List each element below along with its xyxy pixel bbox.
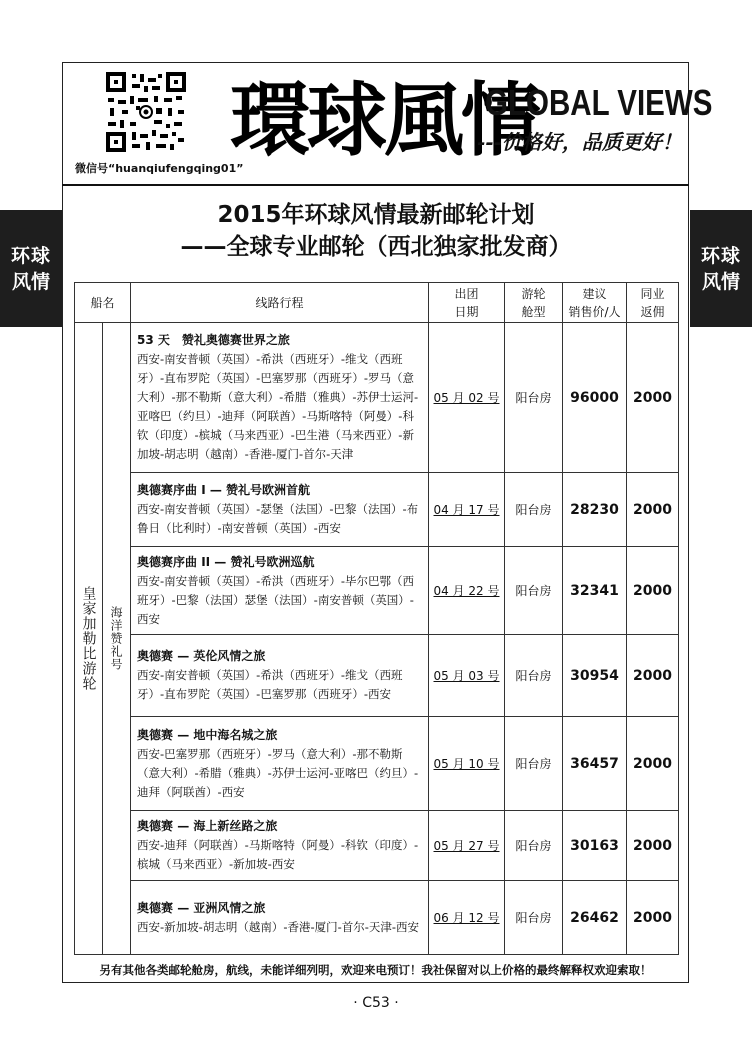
table-header-row (75, 283, 679, 323)
departure-date: 05 月 10 号 (429, 717, 505, 811)
route-cell (131, 547, 429, 635)
route-cell (131, 811, 429, 881)
agent-rebate: 2000 (627, 547, 679, 635)
suggested-price: 30163 (563, 811, 627, 881)
header-date (429, 283, 505, 323)
agent-rebate: 2000 (627, 473, 679, 547)
logo-text: 環球風情 (230, 73, 538, 167)
table-row (75, 811, 679, 881)
cabin-type: 阳台房 (505, 323, 563, 473)
departure-date: 05 月 02 号 (429, 323, 505, 473)
header-rebate (627, 283, 679, 323)
suggested-price: 28230 (563, 473, 627, 547)
agent-rebate: 2000 (627, 811, 679, 881)
route-title: 奥德赛 — 英伦风情之旅 (137, 649, 266, 663)
qr-code-icon (106, 72, 186, 152)
route-title: 奥德赛 — 亚洲风情之旅 (137, 900, 266, 915)
route-itinerary: 西安-南安普顿（英国）-瑟堡（法国）-巴黎（法国）-布鲁日（比利时）-南安普顿（英国）-西安 (137, 502, 419, 535)
brand-english: GLOBAL VIEWS (485, 82, 713, 123)
route-itinerary: 西安-南安普顿（英国）-希洪（西班牙）-维戈（西班牙）-直布罗陀（英国）-巴塞罗那（西班牙）-西安 (137, 668, 403, 701)
header-price-line1: 建议 (582, 286, 607, 301)
route-title: 53 天 赞礼奥德赛世界之旅 (137, 333, 290, 347)
agent-rebate: 2000 (627, 635, 679, 717)
header-rebate-line2: 返佣 (640, 304, 665, 319)
page-subtitle: ——全球专业邮轮（西北独家批发商） (180, 234, 572, 260)
table-row (75, 881, 679, 955)
header-route: 线路行程 (131, 283, 429, 323)
cabin-type: 阳台房 (505, 547, 563, 635)
cruise-line-name: 皇家加勒比游轮 (80, 586, 97, 691)
side-tab-left-line2: 风情 (11, 270, 50, 293)
agent-rebate: 2000 (627, 717, 679, 811)
cruise-table (74, 282, 679, 955)
header-cabin-line2: 舱型 (521, 304, 546, 319)
agent-rebate: 2000 (627, 323, 679, 473)
cruise-line-cell (75, 323, 103, 955)
route-itinerary: 西安-巴塞罗那（西班牙）-罗马（意大利）-那不勒斯（意大利）-希腊（雅典）-苏伊士运河-亚喀巴（约旦）-迪拜（阿联酋）-西安 (137, 746, 419, 799)
header-price-line2: 销售价/人 (568, 304, 621, 319)
suggested-price: 26462 (563, 881, 627, 955)
departure-date: 05 月 27 号 (429, 811, 505, 881)
route-title: 奥德赛 — 地中海名城之旅 (137, 727, 278, 742)
header-cabin-line1: 游轮 (521, 286, 546, 301)
departure-date: 04 月 17 号 (429, 473, 505, 547)
route-title: 奥德赛序曲 II — 赞礼号欧洲巡航 (137, 554, 315, 569)
suggested-price: 36457 (563, 717, 627, 811)
wechat-id: 微信号“huanqiufengqing01” (75, 162, 244, 175)
route-cell (131, 635, 429, 717)
side-tab-left-line1: 环球 (10, 244, 51, 267)
table-row (75, 473, 679, 547)
page-title: 2015年环球风情最新邮轮计划 (217, 202, 535, 228)
footer-note: 另有其他各类邮轮舱房，航线，未能详细列明，欢迎来电预订！我社保留对以上价格的最终解释权欢迎索取！ (99, 963, 652, 977)
route-cell (131, 881, 429, 955)
departure-date: 04 月 22 号 (429, 547, 505, 635)
header-price (563, 283, 627, 323)
suggested-price: 30954 (563, 635, 627, 717)
route-cell (131, 717, 429, 811)
cabin-type: 阳台房 (505, 717, 563, 811)
route-title: 奥德赛序曲 I — 赞礼号欧洲首航 (137, 483, 311, 497)
page-number: · C53 · (353, 995, 399, 1011)
cabin-type: 阳台房 (505, 881, 563, 955)
ship-name: 海洋赞礼号 (109, 606, 123, 671)
route-title: 奥德赛 — 海上新丝路之旅 (137, 819, 278, 833)
table-row (75, 547, 679, 635)
table-row (75, 323, 679, 473)
cabin-type: 阳台房 (505, 635, 563, 717)
header-date-line2: 日期 (454, 304, 479, 319)
table-row (75, 717, 679, 811)
table-row (75, 635, 679, 717)
route-cell (131, 473, 429, 547)
side-tab-right-line2: 风情 (701, 270, 740, 293)
header-ship: 船名 (75, 283, 131, 323)
header-cabin (505, 283, 563, 323)
cabin-type: 阳台房 (505, 811, 563, 881)
departure-date: 05 月 03 号 (429, 635, 505, 717)
route-itinerary: 西安-南安普顿（英国）-希洪（西班牙）-毕尔巴鄂（西班牙）-巴黎（法国）瑟堡（法国）-南安普顿（英国）-西安 (137, 573, 414, 626)
header-divider (62, 184, 689, 186)
route-cell (131, 323, 429, 473)
side-tab-right-line1: 环球 (700, 244, 741, 267)
ship-name-cell (103, 323, 131, 955)
route-itinerary: 西安-迪拜（阿联酋）-马斯喀特（阿曼）-科钦（印度）-槟城（马来西亚）-新加坡-西安 (137, 838, 419, 871)
header-rebate-line1: 同业 (640, 286, 665, 301)
header-date-line1: 出团 (454, 286, 479, 301)
suggested-price: 96000 (563, 323, 627, 473)
suggested-price: 32341 (563, 547, 627, 635)
route-itinerary: 西安-南安普顿（英国）-希洪（西班牙）-维戈（西班牙）-直布罗陀（英国）-巴塞罗那（西班牙）-罗马（意大利）-那不勒斯（意大利）-希腊（雅典）-苏伊士运河-亚喀巴（约旦）-迪拜（阿联酋）-马斯喀特（阿曼）-科钦（印度）-槟城（马来西亚）-巴生港（马来西亚）-新加坡-胡志明（越南）-香港-厦门-首尔-天津 (137, 352, 419, 461)
cabin-type: 阳台房 (505, 473, 563, 547)
departure-date: 06 月 12 号 (429, 881, 505, 955)
agent-rebate: 2000 (627, 881, 679, 955)
slogan: ---价格好，品质更好！ (477, 130, 682, 154)
route-itinerary: 西安-新加坡-胡志明（越南）-香港-厦门-首尔-天津-西安 (137, 919, 420, 934)
